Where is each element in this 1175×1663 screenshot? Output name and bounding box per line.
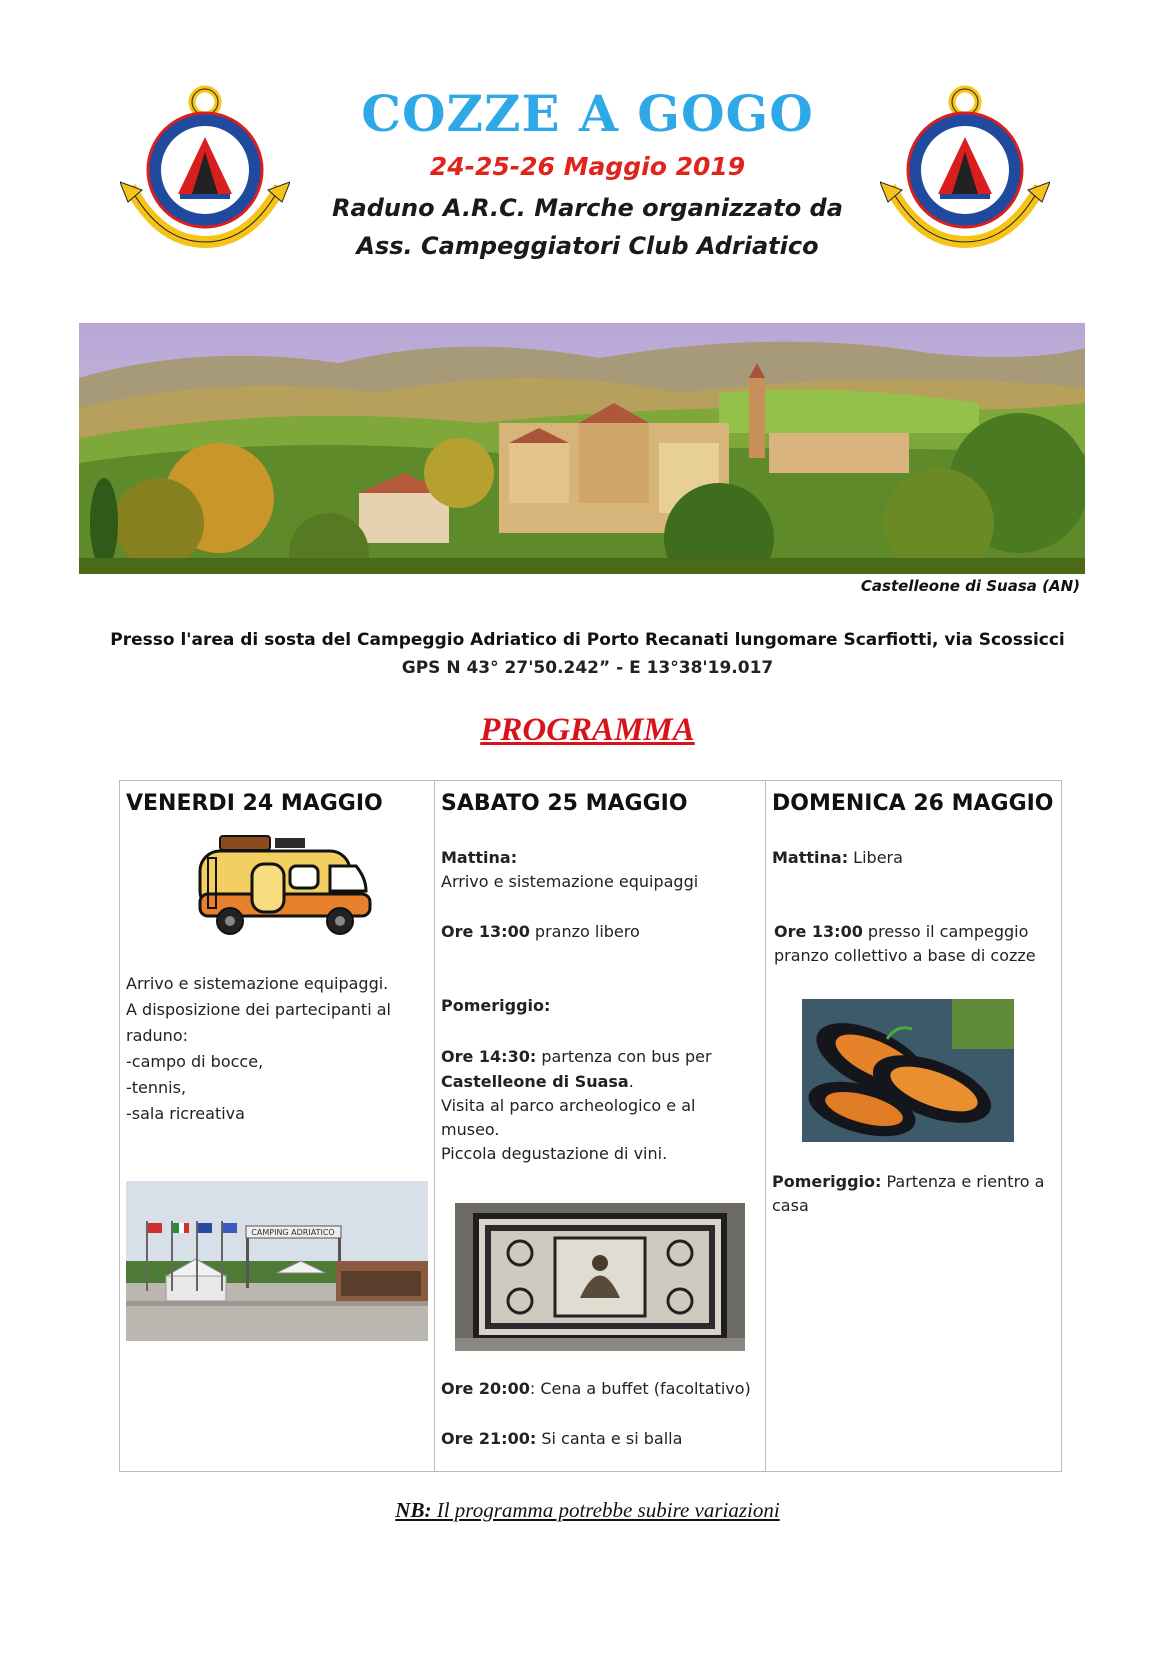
- subtitle-line-1: Raduno A.R.C. Marche organizzato da: [332, 194, 843, 222]
- domenica-pomeriggio-text: Partenza e rientro a: [881, 1172, 1045, 1191]
- sabato-visit-line-3: Piccola degustazione di vini.: [441, 1144, 668, 1163]
- sabato-ore-2000: [441, 1376, 751, 1401]
- domenica-ore-1300-label: Ore 13:00: [774, 922, 863, 941]
- venerdi-line-1: Arrivo e sistemazione equipaggi.: [126, 974, 389, 993]
- sabato-visit-line-2: museo.: [441, 1120, 500, 1139]
- mussels-photo: [802, 999, 1014, 1142]
- banner-caption: Castelleone di Suasa (AN): [860, 577, 1080, 595]
- sabato-ore-1300-text: pranzo libero: [529, 922, 640, 941]
- sabato-mattina-label: Mattina:: [441, 848, 518, 867]
- day-title-domenica: DOMENICA 26 MAGGIO: [772, 791, 1054, 816]
- domenica-pomeriggio-line-2: casa: [772, 1196, 809, 1215]
- domenica-pomeriggio-label: Pomeriggio:: [772, 1172, 882, 1191]
- sabato-ore-2100: [441, 1426, 682, 1451]
- sabato-visit-line-1: Visita al parco archeologico e al: [441, 1096, 696, 1115]
- sabato-ore-1430: [441, 1044, 712, 1069]
- nb-text: Il programma potrebbe subire variazioni: [431, 1498, 780, 1522]
- domenica-pomeriggio: [772, 1169, 1044, 1194]
- gps-coordinates: GPS N 43° 27'50.242” - E 13°38'19.017: [401, 658, 774, 678]
- sabato-ore-1430-label: Ore 14:30:: [441, 1047, 537, 1066]
- venerdi-line-3: raduno:: [126, 1026, 188, 1045]
- venerdi-line-4: -campo di bocce,: [126, 1052, 264, 1071]
- sabato-place-dot: .: [628, 1072, 634, 1091]
- column-domenica: [765, 781, 1062, 1471]
- venerdi-line-6: -sala ricreativa: [126, 1104, 245, 1123]
- venerdi-line-2: A disposizione dei partecipanti al: [126, 1000, 391, 1019]
- sabato-ore-2100-text: Si canta e si balla: [536, 1429, 683, 1448]
- sabato-ore-1430-place-line: [441, 1069, 634, 1094]
- sabato-ore-1430-text: partenza con bus per: [536, 1047, 712, 1066]
- mosaic-photo: [455, 1203, 745, 1351]
- sabato-pomeriggio-label: Pomeriggio:: [441, 996, 551, 1015]
- location-text: Presso l'area di sosta del Campeggio Adriatico di Porto Recanati lungomare Scarfiotti, via Scossicci: [110, 630, 1065, 650]
- sabato-mattina-text: Arrivo e sistemazione equipaggi: [441, 872, 699, 891]
- camping-entrance-photo: [126, 1181, 428, 1341]
- domenica-mattina-label: Mattina:: [772, 848, 849, 867]
- domenica-ore-1300-text: presso il campeggio: [862, 922, 1029, 941]
- day-title-sabato: SABATO 25 MAGGIO: [441, 791, 688, 816]
- day-title-venerdi: VENERDI 24 MAGGIO: [126, 791, 383, 816]
- camper-van-illustration: [180, 826, 380, 941]
- footer-note: [0, 1498, 1175, 1523]
- venerdi-line-5: -tennis,: [126, 1078, 187, 1097]
- domenica-mattina-text: Libera: [848, 848, 903, 867]
- sabato-ore-2000-text: : Cena a buffet (facoltativo): [529, 1379, 751, 1398]
- sabato-place: Castelleone di Suasa: [441, 1072, 629, 1091]
- programma-heading: PROGRAMMA: [480, 712, 695, 748]
- sabato-ore-2000-label: Ore 20:00: [441, 1379, 530, 1398]
- domenica-ore-1300: [774, 919, 1028, 944]
- page-title: COZZE A GOGO: [361, 84, 814, 143]
- domenica-mattina: [772, 845, 903, 870]
- camping-sign-text: CAMPING ADRIATICO: [251, 1228, 335, 1237]
- program-table: [119, 780, 1062, 1472]
- domenica-ore-1300-line-2: pranzo collettivo a base di cozze: [774, 946, 1036, 965]
- sabato-ore-2100-label: Ore 21:00:: [441, 1429, 537, 1448]
- column-venerdi: [120, 781, 434, 1471]
- sabato-ore-1300: [441, 919, 640, 944]
- sabato-ore-1300-label: Ore 13:00: [441, 922, 530, 941]
- landscape-banner-image: [79, 323, 1085, 574]
- subtitle-line-2: Ass. Campeggiatori Club Adriatico: [356, 232, 819, 260]
- event-dates: 24-25-26 Maggio 2019: [429, 152, 746, 181]
- column-sabato: [434, 781, 766, 1471]
- nb-label: NB:: [395, 1498, 432, 1522]
